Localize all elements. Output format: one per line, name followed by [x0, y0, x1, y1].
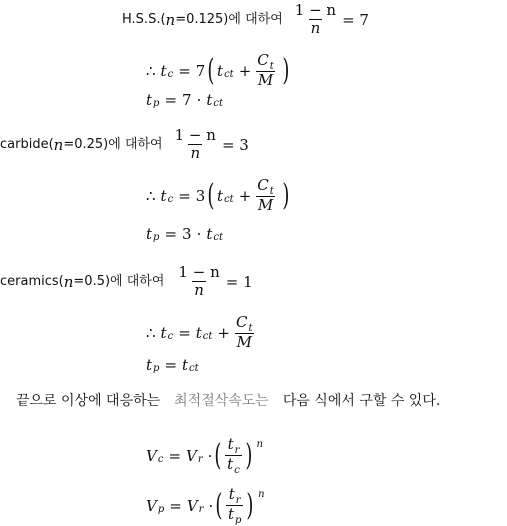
- hss-suffix: 에 대하여: [228, 11, 283, 27]
- carbide-ratio-value: = 3: [221, 135, 249, 154]
- hss-ratio-value: = 7: [342, 10, 369, 29]
- hss-coef: 7: [195, 61, 206, 80]
- ceramics-tool-life-eq: ∴ t c = t ct + $\frac{C_t}{M}$: [146, 313, 253, 351]
- vp-equation: V p = V r · ( $\frac{t_r}{t_p}$ ) n: [146, 485, 265, 526]
- summary-sentence: 끝으로 이상에 대응하는 최적절삭속도는 다음 식에서 구할 수 있다.: [16, 393, 441, 409]
- hss-n: n: [165, 10, 176, 29]
- carbide-ratio: $\frac{1 - n}{n}$: [174, 126, 216, 162]
- carbide-production-time-eq: t p = 3 · t ct: [146, 225, 223, 243]
- optimal-cutting-speed-term: 최적절삭속도는: [174, 393, 269, 409]
- ceramics-ratio-value: = 1: [225, 272, 253, 291]
- hss-n-value: =0.125): [175, 11, 229, 27]
- hss-tool-life-eq: ∴ t c = 7 ( t ct + $\frac{C_t}{M}$ ): [146, 51, 290, 89]
- carbide-label: carbide(: [0, 136, 54, 152]
- hss-label: H.S.S.(: [122, 11, 166, 27]
- ceramics-label: ceramics(: [0, 273, 64, 289]
- hss-condition: [122, 2, 369, 37]
- ceramics-ratio: $\frac{1 - n}{n}$: [178, 263, 220, 299]
- vc-equation: V c = V r · ( $\frac{t_r}{t_c}$ ) n: [146, 435, 263, 476]
- hss-ratio: $\frac{1 - n}{n}$: [294, 1, 337, 37]
- hss-production-time-eq: t p = 7 · t ct: [146, 91, 223, 109]
- ceramics-condition: ceramics( n =0.5) 에 대하여 $\frac{1 - n}{n}$ = 1: [0, 263, 253, 299]
- carbide-tool-life-eq: ∴ t c = 3 ( t ct + $\frac{C_t}{M}$ ): [146, 176, 290, 214]
- carbide-condition: carbide( n =0.25) 에 대하여 $\frac{1 - n}{n}$ = 3: [0, 126, 249, 162]
- carbide-coef: 3: [195, 186, 206, 205]
- ceramics-production-time-eq: t p = t ct: [146, 356, 199, 374]
